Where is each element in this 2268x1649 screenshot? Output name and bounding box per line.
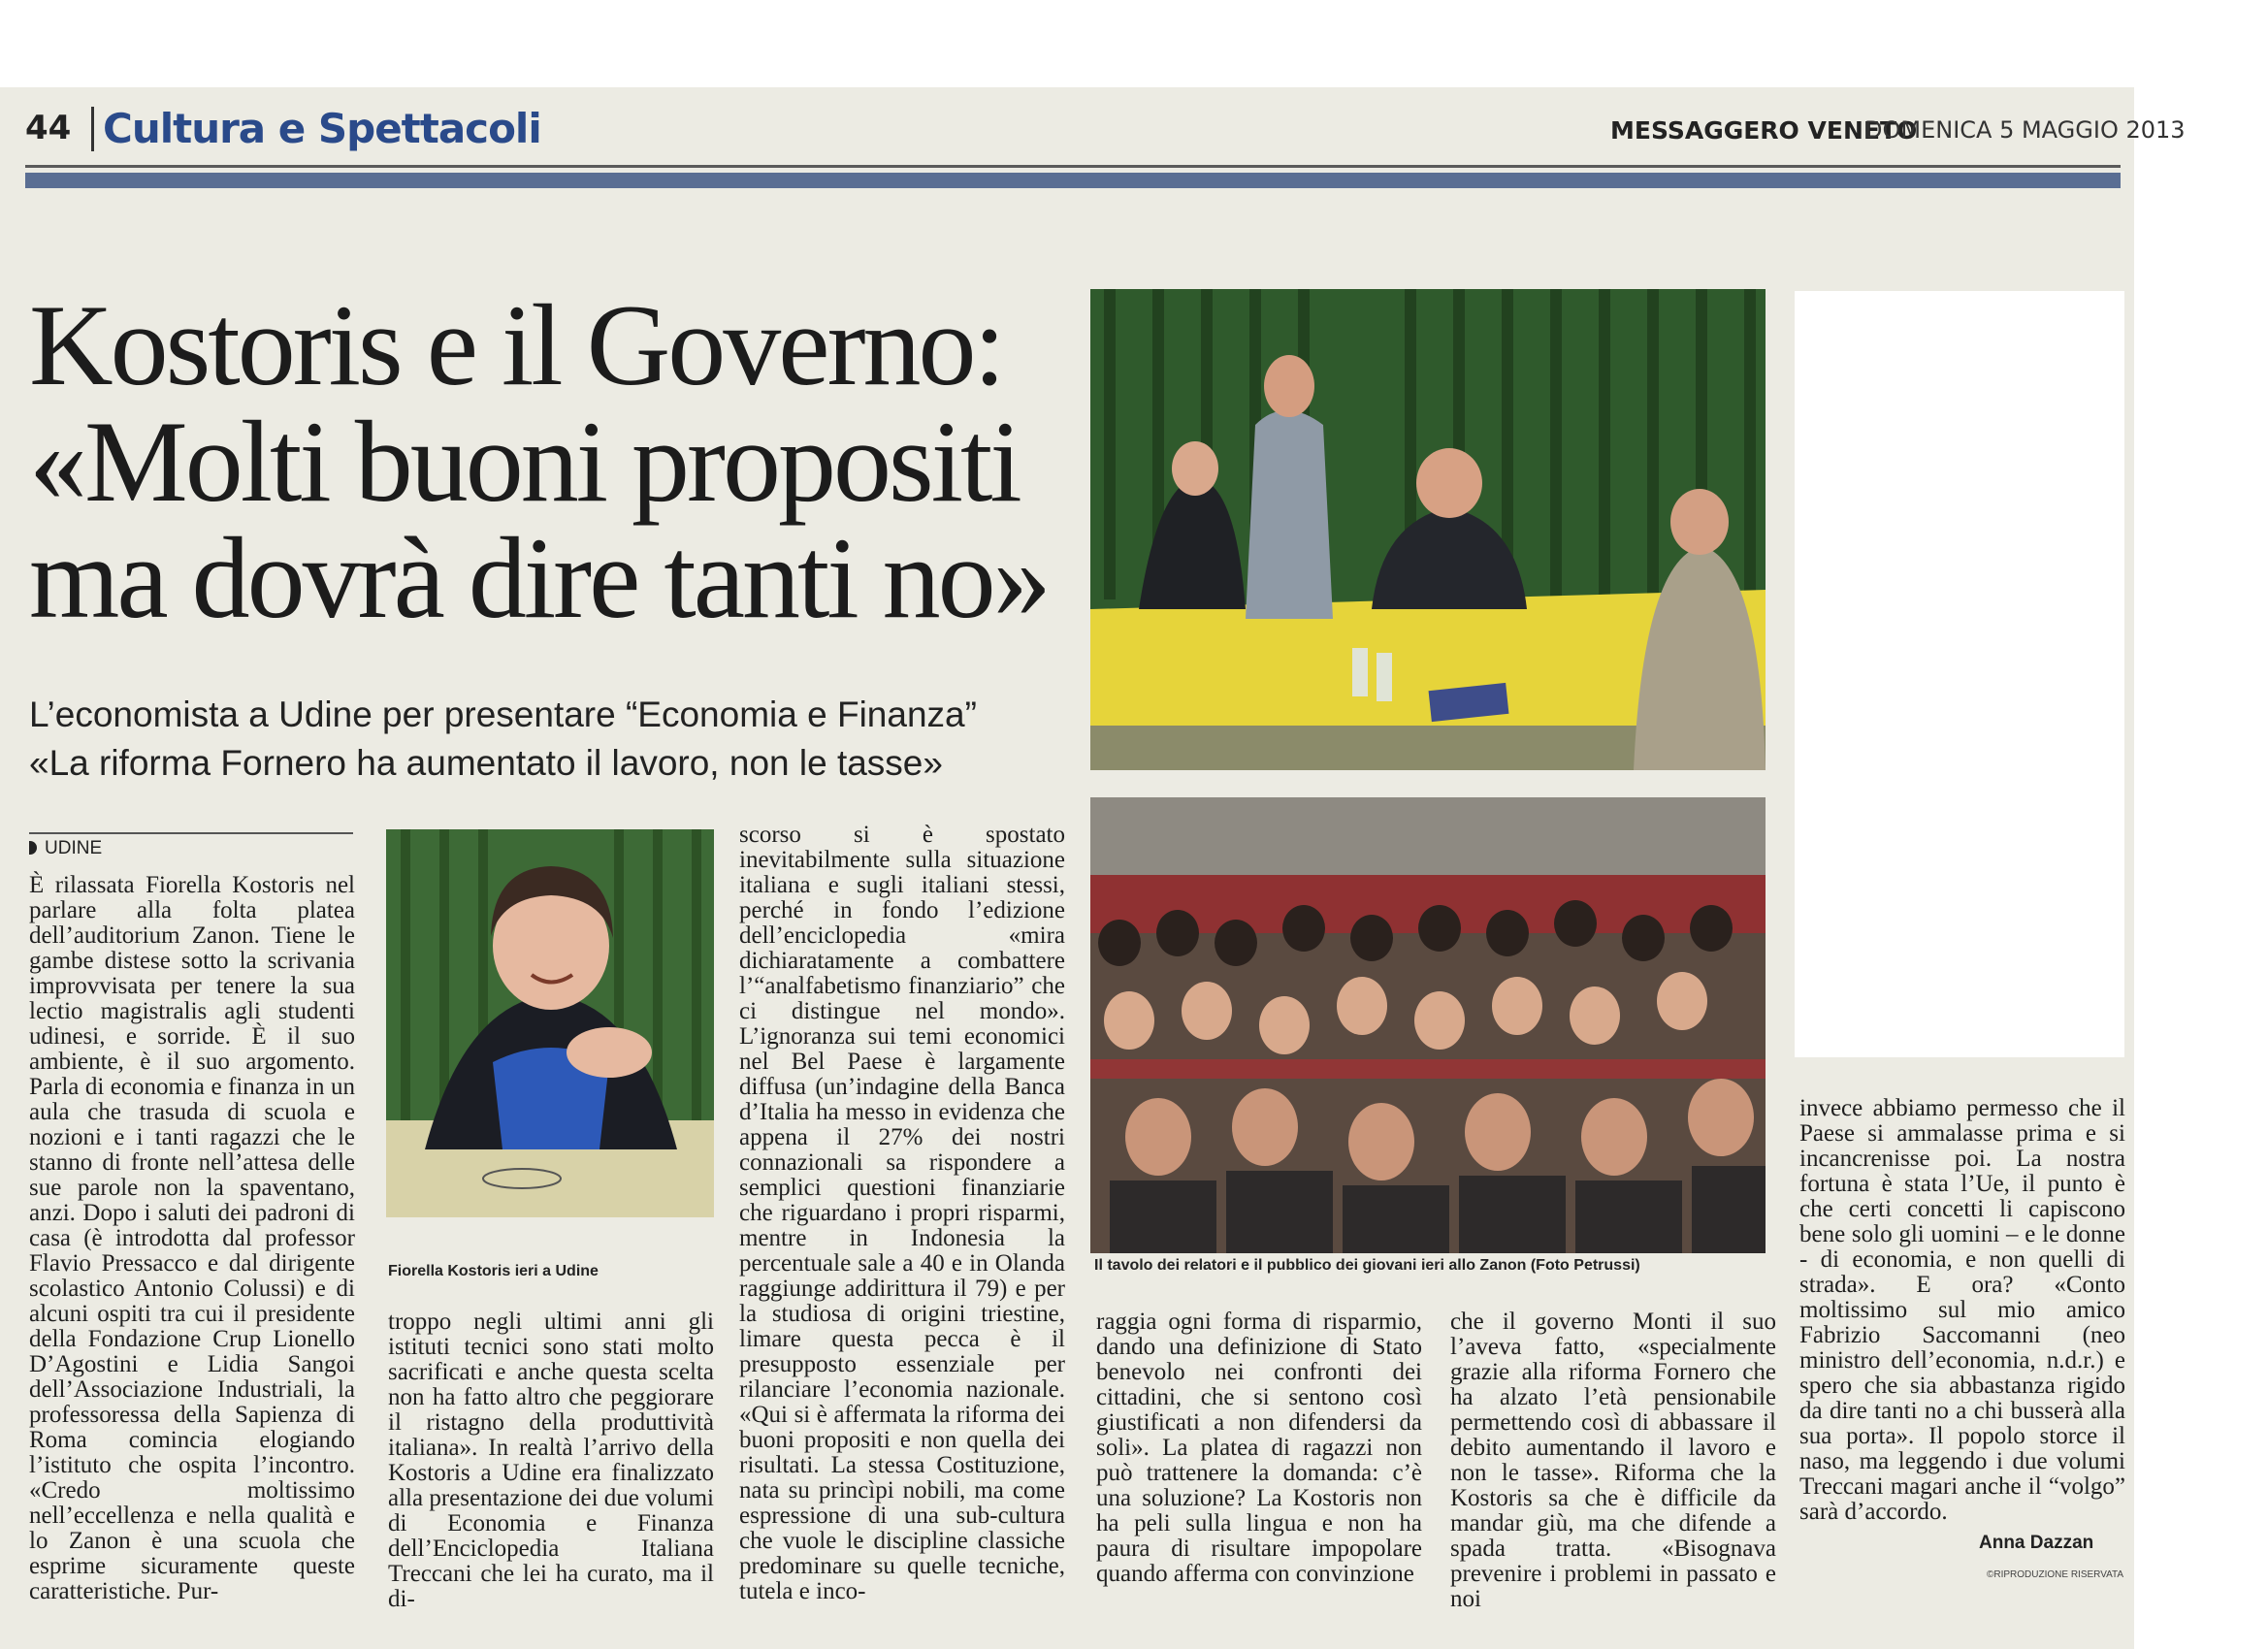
article-headline <box>29 280 1077 642</box>
dateline-text: UDINE <box>45 838 103 858</box>
panel-photo <box>1090 289 1766 770</box>
header-rule-thin <box>25 165 2121 168</box>
headline-line: «Molti buoni propositi <box>29 397 1020 526</box>
subhead-line: «La riforma Fornero ha aumentato il lavoro, non le tasse» <box>29 743 943 783</box>
section-title: Cultura e Spettacoli <box>103 105 541 152</box>
headline-line: ma dovrà dire tanti no» <box>29 513 1049 642</box>
article-column-4 <box>1096 1310 1422 1596</box>
portrait-caption: Fiorella Kostoris ieri a Udine <box>388 1263 599 1279</box>
article-subhead <box>29 691 1096 788</box>
issue-date: DOMENICA 5 MAGGIO 2013 <box>1864 116 2186 144</box>
header-divider <box>91 107 94 151</box>
header-rule-thick <box>25 173 2121 188</box>
column-text: scorso si è spostato inevitabilmente sulla situazione italiana e sugli italiani stessi, perché in fondo l’edizione dell’enciclopedia «mira dichiaratamente a combattere l’“analfabetismo finanziario” che ci distingue nel mondo». L’ignoranza sui temi economici nel Bel Paese è largamente diffusa (un’indagine della Banca d’Italia ha messo in evidenza che appena il 27% dei nostri connazionali sa rispondere a semplici questioni finanziarie che riguardano i propri risparmi, mentre in Indonesia la percentuale sale a 40 e in Olanda raggiunge addirittura il 79) e per la studiosa di origini triestine, limare questa pecca è il presupposto essenziale per rilanciare l’economia nazionale. «Qui si è affermata la riforma dei buoni propositi e non quella dei risultati. La stessa Costituzione, nata su princìpi nobili, ma come espressione di una sub-cultura che vuole le discipline classiche predominare su quelle tecniche, tutela e inco- <box>739 822 1065 1604</box>
dateline-marker-icon <box>29 841 37 855</box>
article-column-1 <box>29 872 355 1604</box>
article-column-2 <box>388 1309 714 1612</box>
column-text: troppo negli ultimi anni gli istituti tecnici sono stati molto sacrificati e anche questa scelta non ha fatto altro che peggiorare il ristagno della produttività italiana». In realtà l’arrivo della Kostoris a Udine era finalizzato alla presentazione dei due volumi di Economia e Finanza dell’Enciclopedia Italiana Treccani che lei ha curato, ma il di- <box>388 1309 714 1612</box>
article-column-5 <box>1450 1309 1776 1612</box>
page-cutout <box>1795 291 2124 1057</box>
byline: Anna Dazzan <box>1979 1533 2094 1553</box>
subhead-line: L’economista a Udine per presentare “Economia e Finanza” <box>29 695 977 734</box>
masthead: MESSAGGERO VENETO <box>1610 116 1918 145</box>
article-column-3 <box>739 822 1065 1604</box>
column-text: È rilassata Fiorella Kostoris nel parlare alla folta platea dell’auditorium Zanon. Tiene le gambe distese sotto la scrivania improvvisata per tenere la sua lectio magistralis agli studenti udinesi, e sorride. È il suo ambiente, è il suo argomento. Parla di economia e finanza in un aula che trasuda di scuola e nozioni e i tanti ragazzi che le stanno di fronte nell’attesa delle sue parole non la spaventano, anzi. Dopo i saluti dei padroni di casa (è introdotta dal professor Flavio Pressacco e dal dirigente scolastico Antonio Colussi) e di alcuni ospiti tra cui il presidente della Fondazione Crup Lionello D’Agostini e Lidia Sangoi dell’Associazione Industriali, la professoressa della Sapienza di Roma comincia elogiando l’istituto che ospita l’incontro. «Credo moltissimo nell’eccellenza e nella qualità e lo Zanon è una scuola che esprime sicuramente queste caratteristiche. Pur- <box>29 872 355 1604</box>
audience-photo <box>1090 797 1766 1253</box>
dateline <box>29 838 102 859</box>
page-number: 44 <box>25 109 72 147</box>
portrait-photo <box>386 829 714 1217</box>
article-column-6 <box>1799 1096 2125 1542</box>
column-text: raggia ogni forma di risparmio, dando una definizione di Stato benevolo nei confronti dei cittadini, che si sentono così giustificati a non difendersi da soli». La platea di ragazzi non può trattenere la domanda: c’è una soluzione? La Kostoris non ha peli sulla lingua e non ha paura di risultare impopolare quando afferma con convinzione <box>1096 1309 1422 1587</box>
dateline-rule <box>29 832 353 834</box>
headline-line: Kostoris e il Governo: <box>29 280 1003 409</box>
audience-caption: Il tavolo dei relatori e il pubblico dei giovani ieri allo Zanon (Foto Petrussi) <box>1094 1257 1640 1274</box>
column-text: invece abbiamo permesso che il Paese si ammalasse prima e si incancrenisse poi. La nostra fortuna è stata l’Ue, il punto è che certi concetti li capiscono bene solo gli uomini – e le donne - di economia, e non quelli di strada». E ora? «Conto moltissimo sul mio amico Fabrizio Saccomanni (neo ministro dell’economia, n.d.r.) e spero che sia abbastanza rigido da dire tanti no a chi busserà alla sua porta». Il popolo storce il naso, ma leggendo i due volumi Treccani magari anche il “volgo” sarà d’accordo. <box>1799 1095 2125 1525</box>
column-text: che il governo Monti il suo l’aveva fatto, «specialmente grazie alla riforma Fornero che ha alzato l’età pensionabile permettendo così di abbassare il debito aumentando il lavoro e non le tasse». Riforma che la Kostoris sa che è difficile da mandar giù, ma che difende a spada tratta. «Bisognava prevenire i problemi in passato e noi <box>1450 1309 1776 1612</box>
rights-notice: ©RIPRODUZIONE RISERVATA <box>1987 1569 2124 1580</box>
